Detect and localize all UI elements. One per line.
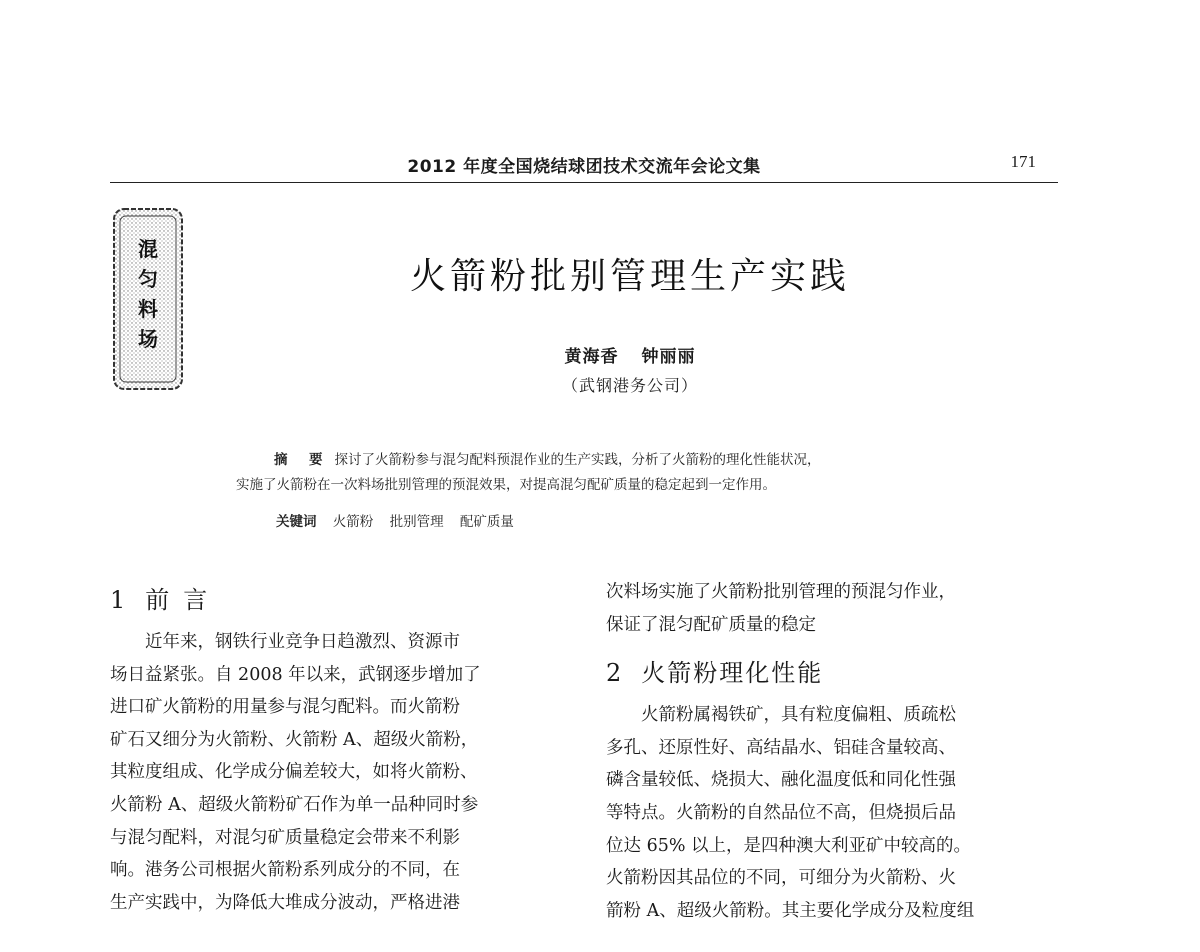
keywords: [276, 510, 526, 530]
tag-char: 匀: [138, 267, 158, 291]
affiliation: （武钢港务公司）: [561, 376, 698, 395]
running-header: [110, 140, 1058, 183]
left-column: [110, 580, 560, 919]
keyword: 配矿质量: [459, 514, 514, 530]
author-name: 钟丽丽: [641, 347, 696, 367]
tag-char: 混: [138, 237, 158, 261]
abstract-line: 实施了火箭粉在一次料场批别管理的预混效果，对提高混匀配矿质量的稳定起到一定作用。: [236, 477, 776, 493]
section-title: 火箭粉理化性能: [641, 659, 824, 688]
keyword: 火箭粉: [332, 514, 374, 530]
text-line: 响。港务公司根据火箭粉系列成分的不同，在: [110, 860, 460, 881]
text-line: 其粒度组成、化学成分偏差较大，如将火箭粉、: [110, 762, 478, 783]
paragraph: [606, 576, 1056, 641]
keywords-label: 关键词: [276, 514, 317, 530]
abstract-text: 探讨了火箭粉参与混匀配料预混作业的生产实践，分析了火箭粉的理化性能状况，: [334, 452, 821, 468]
section-number: 1: [110, 586, 128, 614]
paragraph: [110, 626, 560, 919]
page-number: 171: [1010, 152, 1036, 171]
section-heading: [110, 580, 560, 620]
text-line: 与混匀配料，对混匀矿质量稳定会带来不利影: [110, 827, 460, 848]
section-number: 2: [606, 659, 624, 688]
section-title: 前言: [145, 586, 222, 614]
text-line: 矿石又细分为火箭粉、火箭粉 A、超级火箭粉，: [110, 729, 479, 750]
tag-char: 料: [138, 297, 158, 321]
abstract: [236, 448, 996, 498]
running-title: 2012 年度全国烧结球团技术交流年会论文集: [407, 157, 761, 177]
abstract-label: 摘 要: [274, 452, 327, 468]
paper-title: 火箭粉批别管理生产实践: [409, 256, 850, 297]
text-line: 保证了混匀配矿质量的稳定: [606, 614, 816, 635]
text-line: 火箭粉因其品位的不同，可细分为火箭粉、火: [606, 868, 956, 889]
text-line: 箭粉 A、超级火箭粉。其主要化学成分及粒度组: [606, 900, 975, 921]
tag-char: 场: [138, 327, 158, 351]
text-line: 等特点。火箭粉的自然品位不高，但烧损后品: [606, 802, 956, 823]
paragraph: [606, 699, 1056, 927]
keyword: 批别管理: [389, 514, 444, 530]
text-line: 磷含量较低、烧损大、融化温度低和同化性强: [606, 770, 956, 791]
text-line: 位达 65% 以上，是四种澳大利亚矿中较高的。: [606, 835, 972, 856]
abstract-line: [236, 448, 996, 473]
text-line: 进口矿火箭粉的用量参与混匀配料。而火箭粉: [110, 697, 460, 718]
text-line: 场日益紧张。自 2008 年以来，武钢逐步增加了: [110, 664, 481, 685]
section-tag: [111, 206, 185, 392]
text-line: 生产实践中，为降低大堆成分波动，严格进港: [110, 892, 460, 913]
text-line: 火箭粉 A、超级火箭粉矿石作为单一品种同时参: [110, 794, 479, 815]
author-name: 黄海香: [564, 347, 619, 367]
section-tag-text: [111, 234, 185, 354]
text-line: 次料场实施了火箭粉批别管理的预混匀作业，: [606, 582, 956, 602]
section-heading: [606, 653, 1056, 693]
text-line: 近年来，钢铁行业竞争日趋激烈、资源市: [145, 632, 460, 652]
text-line: 火箭粉属褐铁矿，具有粒度偏粗、质疏松: [641, 705, 956, 726]
text-line: 多孔、还原性好、高结晶水、铝硅含量较高、: [606, 737, 956, 758]
right-column: [606, 576, 1056, 927]
author-list: [200, 342, 1060, 367]
